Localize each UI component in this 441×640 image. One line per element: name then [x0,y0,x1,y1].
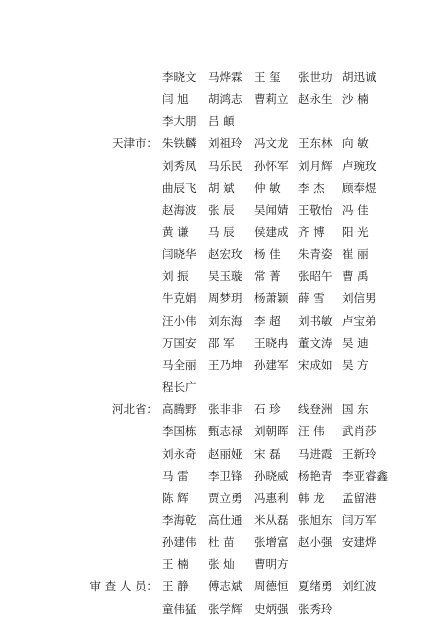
person-name: 闫晓华 [162,247,197,262]
person-name: 顾奉煜 [342,180,377,195]
person-name: 周德恒 [254,579,289,594]
name-row [0,465,441,487]
person-name: 王东林 [298,136,333,151]
person-name: 马烨霖 [208,70,243,84]
person-name: 朱青姿 [298,247,333,262]
person-name: 王新玲 [342,446,377,461]
person-name: 赵海波 [162,202,197,217]
person-name: 王 楠 [162,557,189,572]
person-name: 刘祖玲 [208,136,243,151]
person-name: 董文涛 [298,335,333,350]
person-name: 孟留港 [342,490,377,505]
person-name: 李国栋 [162,424,197,439]
person-name: 武肖莎 [342,424,377,439]
person-name: 冯 佳 [342,202,369,217]
person-name: 卢琬玫 [342,158,377,173]
name-row [0,310,441,332]
roster-section [0,398,441,575]
person-name: 牛克娟 [162,291,197,306]
person-name: 王晓冉 [254,335,289,350]
person-name: 孙晓威 [254,468,289,483]
person-name: 卢宝弟 [342,313,377,328]
person-name: 王敬怡 [298,202,333,217]
name-row [0,487,441,509]
person-name: 杜 苗 [208,535,235,550]
person-name: 闫万军 [342,512,377,527]
person-name: 李卫锋 [208,468,243,483]
person-name: 张世功 [298,70,333,84]
person-name: 李亚睿鑫 [342,468,388,483]
person-name: 薛 雪 [298,291,325,306]
person-name: 张学辉 [208,601,243,616]
person-name: 胡鸿志 [208,92,243,107]
person-name: 马 雷 [162,468,189,483]
person-name: 吴 迪 [342,335,369,350]
name-row [0,420,441,442]
person-name: 黄 谦 [162,225,189,239]
person-name: 刘书敏 [298,313,333,328]
person-name: 崔 丽 [342,247,369,262]
name-row [0,354,441,376]
name-row [0,598,441,620]
person-name: 刘东海 [208,313,243,328]
person-name: 李 超 [254,313,281,328]
person-name: 宋成如 [298,357,333,372]
name-row [0,243,441,265]
person-name: 万国安 [162,335,197,350]
person-name: 夏绪勇 [298,579,333,594]
person-name: 高仕通 [208,512,243,527]
person-name: 孙建军 [254,357,289,372]
person-name: 张 灿 [208,557,235,572]
person-name: 孙建伟 [162,535,197,550]
person-name: 傅志斌 [208,579,243,594]
person-name: 史炳强 [254,601,289,616]
person-name: 李大朋 [162,114,197,129]
person-name: 马乐民 [208,158,243,173]
person-name: 吴玉璇 [208,269,243,284]
name-row [0,398,441,420]
person-name: 米从磊 [254,512,289,527]
person-name: 张非非 [208,402,243,417]
person-name: 吕 頔 [208,114,235,129]
name-row [0,110,441,132]
person-name: 王 玺 [254,70,281,84]
person-name: 吴 方 [342,357,369,372]
person-name: 张 辰 [208,202,235,217]
person-name: 阳 光 [342,225,369,239]
person-name: 刘 振 [162,269,189,284]
person-name: 赵小强 [298,535,333,550]
person-name: 安建烨 [342,535,377,550]
person-name: 仲 敏 [254,180,281,195]
person-name: 张增富 [254,535,289,550]
person-name: 赵丽娅 [208,446,243,461]
person-name: 冯文龙 [254,136,289,151]
name-row [0,265,441,287]
person-name: 童伟猛 [162,601,197,616]
person-name: 周梦玥 [208,291,243,306]
person-name: 侯建成 [254,225,289,239]
name-row [0,88,441,110]
region-label: 河北省： [112,402,158,417]
person-name: 马 辰 [208,225,235,239]
person-name: 李晓文 [162,70,197,84]
person-name: 李 杰 [298,180,325,195]
person-name: 高腾野 [162,402,197,417]
person-name: 韩 龙 [298,490,325,505]
person-name: 向 敏 [342,136,369,151]
name-row [0,199,441,221]
person-name: 甄志禄 [208,424,243,439]
person-name: 杨萧颖 [254,291,289,306]
person-name: 曹莉立 [254,92,289,107]
person-name: 孙怀军 [254,158,289,173]
name-row [0,443,441,465]
name-row [0,575,441,597]
person-name: 汪 伟 [298,424,325,439]
name-row [0,177,441,199]
roster-section [0,132,441,398]
region-label: 审 查 人 员： [89,579,158,594]
person-name: 胡迅诚 [342,70,377,84]
person-name: 沙 楠 [342,92,369,107]
name-row [0,332,441,354]
person-name: 曲辰飞 [162,180,197,195]
person-name: 常 菁 [254,269,281,284]
person-name: 杨 佳 [254,247,281,262]
person-name: 张秀玲 [298,601,333,616]
person-name: 刘月辉 [298,158,333,173]
roster-section [0,66,441,132]
name-row [0,531,441,553]
roster-section [0,575,441,619]
person-name: 刘红波 [342,579,377,594]
region-label: 天津市： [112,136,158,151]
person-name: 赵宏玫 [208,247,243,262]
person-name: 邵 军 [208,335,235,350]
name-row [0,221,441,243]
person-name: 胡 斌 [208,180,235,195]
name-row [0,376,441,398]
person-name: 刘信男 [342,291,377,306]
person-name: 马全丽 [162,357,197,372]
name-row [0,553,441,575]
person-name: 国 东 [342,402,369,417]
name-row [0,155,441,177]
person-name: 闫 旭 [162,92,189,107]
person-name: 曹明方 [254,557,289,572]
person-name: 朱铁麟 [162,136,197,151]
person-name: 张旭东 [298,512,333,527]
person-name: 王 静 [162,579,189,594]
name-row [0,509,441,531]
person-name: 线登洲 [298,402,333,417]
person-name: 李海乾 [162,512,197,527]
person-name: 陈 辉 [162,490,189,505]
person-name: 吴闻婧 [254,202,289,217]
person-name: 赵永生 [298,92,333,107]
name-row [0,287,441,309]
name-row [0,66,441,88]
person-name: 汪小伟 [162,313,197,328]
person-name: 冯惠利 [254,490,289,505]
name-row [0,132,441,154]
person-name: 石 珍 [254,402,281,417]
person-name: 齐 博 [298,225,325,239]
person-name: 王乃坤 [208,357,243,372]
person-name: 马进霞 [298,446,333,461]
person-name: 程长广 [162,379,197,394]
person-name: 宋 磊 [254,446,281,461]
person-name: 贾立勇 [208,490,243,505]
person-name: 刘朝晖 [254,424,289,439]
person-name: 张昭午 [298,269,333,284]
person-name: 刘秀凤 [162,158,197,173]
person-name: 杨艳青 [298,468,333,483]
person-name: 刘永奇 [162,446,197,461]
person-name: 曹 禹 [342,269,369,284]
